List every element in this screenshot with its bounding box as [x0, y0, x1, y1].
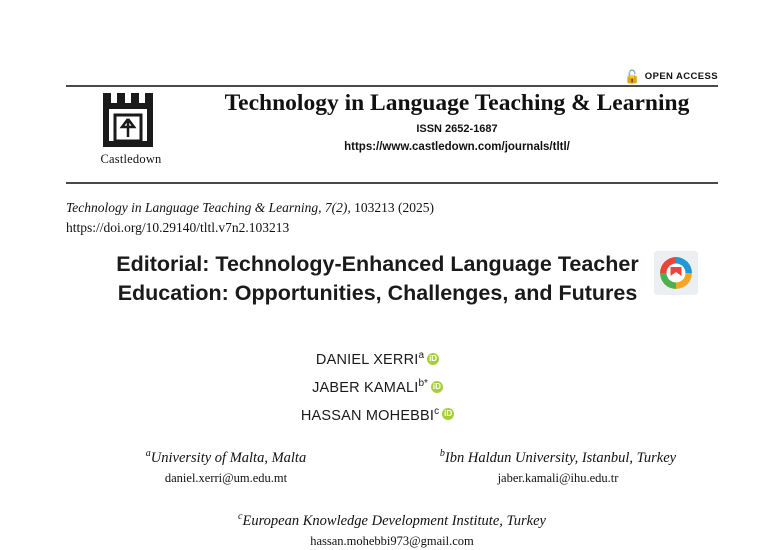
author-entry — [110, 406, 645, 424]
author-name: HASSAN MOHEBBI — [300, 407, 435, 424]
affiliation-org-text: European Knowledge Development Institute, Turkey — [242, 512, 546, 529]
altmetric-badge[interactable] — [654, 251, 698, 295]
journal-url-link[interactable]: https://www.castledown.com/journals/tltl/ — [344, 140, 570, 153]
author-affil-marker: b* — [418, 377, 428, 389]
affiliations-block — [66, 448, 718, 549]
altmetric-badge-icon — [660, 257, 692, 289]
publisher-logo — [76, 91, 186, 167]
orcid-icon[interactable] — [427, 353, 439, 365]
affiliation-row — [66, 448, 718, 486]
author-name: JABER KAMALI — [312, 379, 419, 396]
affiliation-org-text: University of Malta, Malta — [150, 449, 307, 466]
journal-issn: ISSN 2652-1687 — [416, 122, 498, 135]
affiliation-email[interactable]: hassan.mohebbi973@gmail.com — [310, 533, 474, 548]
citation-source-line — [66, 198, 718, 218]
orcid-icon[interactable] — [431, 381, 443, 393]
affiliation-org — [66, 448, 386, 467]
open-access-label: OPEN ACCESS — [644, 71, 718, 82]
citation-source-rest: 103213 (2025) — [350, 200, 434, 215]
author-affil-marker: c — [434, 405, 440, 417]
affiliation-marker: b — [439, 448, 445, 459]
author-entry — [110, 350, 645, 368]
citation-block — [66, 198, 718, 237]
affiliation-org-text: Ibn Haldun University, Istanbul, Turkey — [444, 449, 677, 466]
affiliation-item — [66, 511, 718, 549]
citation-doi-link[interactable]: https://doi.org/10.29140/tltl.v7n2.103213 — [66, 219, 290, 235]
affiliation-item — [66, 448, 386, 486]
author-name: DANIEL XERRI — [315, 351, 419, 368]
affiliation-marker: c — [238, 510, 243, 522]
masthead-content — [66, 87, 718, 175]
page-title: Editorial: Technology-Enhanced Language Teacher Education: Opportunities, Challenges, and Futures — [116, 252, 639, 306]
publisher-name: Castledown — [100, 152, 162, 166]
journal-info — [196, 91, 718, 153]
masthead-bottom-rule — [66, 182, 718, 184]
author-affil-marker: a — [418, 350, 425, 361]
citation-source-italic: Technology in Language Teaching & Learning, 7(2), — [66, 200, 351, 215]
unlock-icon: 🔓 — [624, 69, 641, 84]
affiliation-email[interactable]: jaber.kamali@ihu.edu.tr — [497, 470, 619, 485]
affiliation-item — [398, 448, 718, 486]
affiliation-org — [66, 511, 718, 530]
journal-title: Technology in Language Teaching & Learning — [224, 90, 690, 116]
affiliation-email[interactable]: daniel.xerri@um.edu.mt — [164, 470, 288, 485]
open-access-badge — [624, 70, 718, 83]
affiliation-org — [398, 448, 718, 467]
author-entry — [110, 378, 645, 396]
castle-icon — [97, 91, 165, 149]
affiliation-marker: a — [145, 448, 151, 459]
orcid-icon[interactable] — [442, 408, 454, 420]
author-list — [110, 350, 645, 433]
